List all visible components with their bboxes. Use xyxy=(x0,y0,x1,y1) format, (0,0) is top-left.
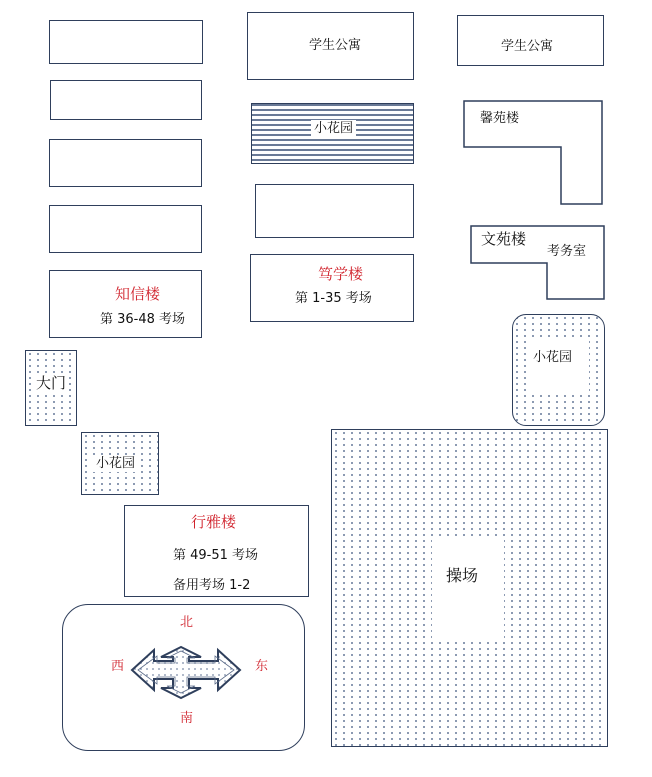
xinyuan-label: 馨苑楼 xyxy=(480,111,520,126)
playground-label: 操场 xyxy=(446,566,479,585)
garden-left-label: 小花园 xyxy=(93,455,138,472)
zhixin-name: 知信楼 xyxy=(115,285,161,303)
compass-north: 北 xyxy=(180,615,194,630)
garden-center-label: 小花园 xyxy=(311,120,356,137)
gate-label: 大门 xyxy=(33,374,69,393)
garden-right-label: 小花园 xyxy=(533,350,573,365)
student-apartment-center-label: 学生公寓 xyxy=(309,38,362,53)
student-apartment-right-label: 学生公寓 xyxy=(501,39,554,54)
exam-office-label: 考务室 xyxy=(547,244,587,259)
xingya-rooms: 第 49-51 考场 xyxy=(173,548,259,563)
duxue-rooms: 第 1-35 考场 xyxy=(295,291,372,306)
zhixin-rooms: 第 36-48 考场 xyxy=(100,312,186,327)
duxue-name: 笃学楼 xyxy=(318,265,364,283)
xingya-backup: 备用考场 1-2 xyxy=(173,578,251,593)
compass-east: 东 xyxy=(255,659,269,674)
compass-south: 南 xyxy=(180,711,194,726)
compass-icon xyxy=(132,647,240,698)
compass-west: 西 xyxy=(111,659,125,674)
xingya-name: 行雅楼 xyxy=(191,513,237,531)
wenyuan-label: 文苑楼 xyxy=(481,230,527,248)
